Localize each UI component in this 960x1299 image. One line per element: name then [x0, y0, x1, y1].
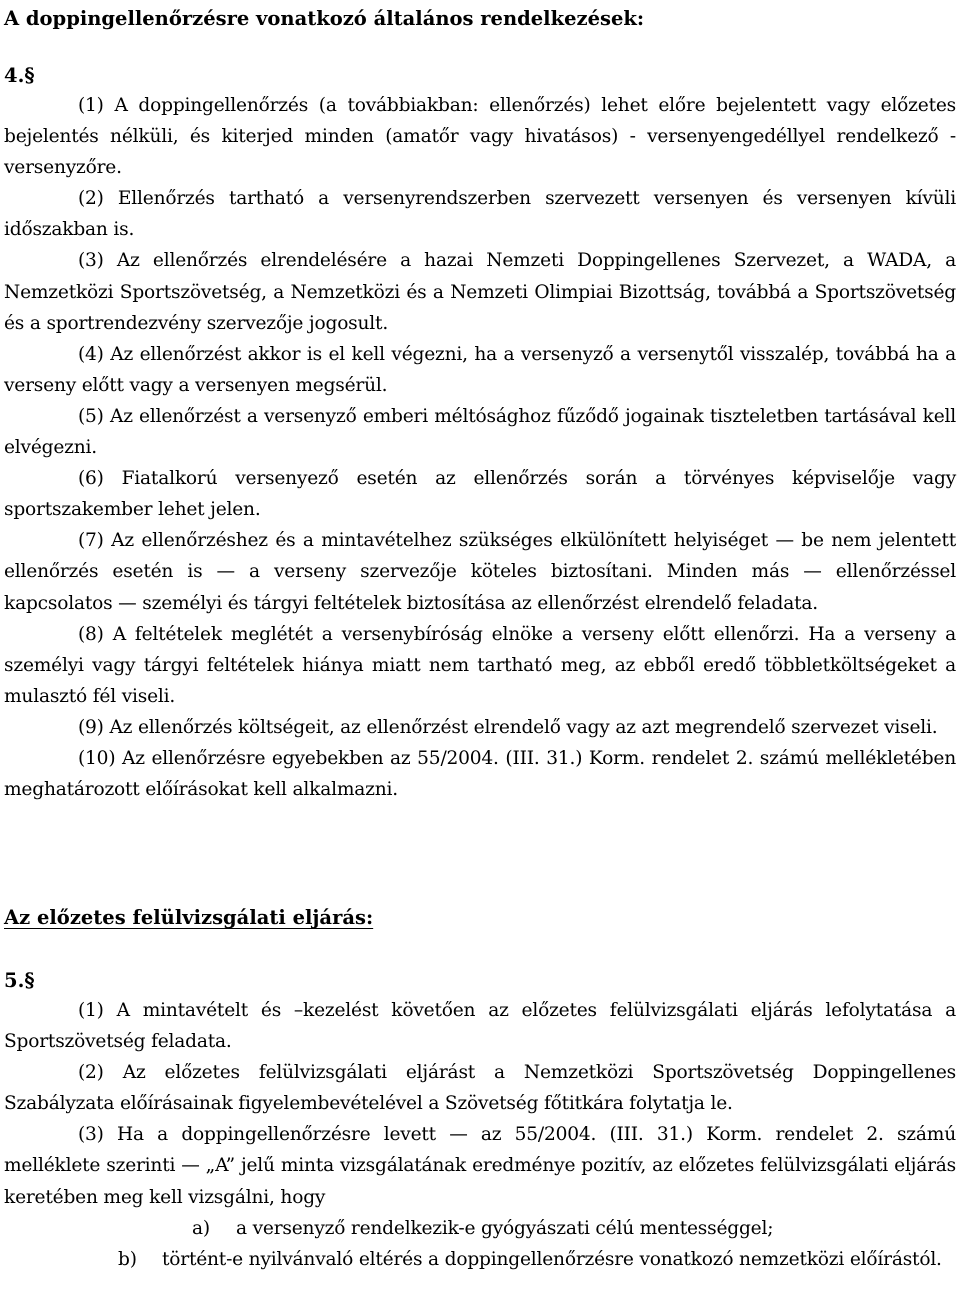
list-item-text: történt-e nyilvánvaló eltérés a doppingellenőrzésre vonatkozó nemzetközi előírástól.: [162, 1248, 942, 1270]
list-marker: a): [192, 1217, 210, 1239]
section-5-paragraph-2: (2) Az előzetes felülvizsgálati eljárást a Nemzetközi Sportszövetség Doppingellenes Szabályzata előírásainak figyelembevételével a Szövetség főtitkára folytatja le.: [4, 1062, 956, 1115]
section-5-paragraph-1: (1) A mintavételt és –kezelést követően az előzetes felülvizsgálati eljárás lefolytatása a Sportszövetség feladata.: [4, 1000, 956, 1053]
list-item: [4, 1244, 956, 1275]
section-5-paragraph-3: (3) Ha a doppingellenőrzésre levett — az 55/2004. (III. 31.) Korm. rendelet 2. számú melléklete szerinti — „A” jelű minta vizsgálatának eredménye pozitív, az előzetes felülvizsgálati eljárás keretében meg kell vizsgálni, hogy: [4, 1124, 956, 1208]
section-4-paragraph-10: (10) Az ellenőrzésre egyebekben az 55/2004. (III. 31.) Korm. rendelet 2. számú mellékletében meghatározott előírásokat kell alkalmazni.: [4, 747, 956, 801]
heading-general-provisions: A doppingellenőrzésre vonatkozó általános rendelkezések:: [4, 7, 645, 30]
section-4-paragraph-2: (2) Ellenőrzés tartható a versenyrendszerben szervezett versenyen és versenyen kívüli időszakban is.: [4, 188, 956, 241]
list-marker: b): [118, 1248, 137, 1270]
list-item-text: a versenyző rendelkezik-e gyógyászati célú mentességgel;: [236, 1217, 774, 1239]
section-4-paragraph-8: (8) A feltételek meglétét a versenybíróság elnöke a verseny előtt ellenőrzi. Ha a verseny a személyi vagy tárgyi feltételek hiánya miatt nem tartható meg, az ebből eredő többletköltségeket a mulasztó fél viseli.: [4, 623, 956, 707]
section-5-criteria-list: [4, 1213, 956, 1275]
section-4-number: 4.§: [4, 64, 35, 87]
section-4-paragraph-9: (9) Az ellenőrzés költségeit, az ellenőrzést elrendelő vagy az azt megrendelő szervezet viseli.: [78, 716, 938, 738]
section-4-paragraph-4: (4) Az ellenőrzést akkor is el kell végezni, ha a versenyző a versenytől visszalép, továbbá ha a verseny előtt vagy a versenyen megsérül.: [4, 343, 956, 396]
section-4-paragraph-7: (7) Az ellenőrzéshez és a mintavételhez szükséges elkülönített helyiséget — be nem jelentett ellenőrzés esetén is — a verseny szervezője köteles biztosítani. Minden más — ellenőrzéssel kapcsolatos — személyi és tárgyi feltételek biztosítása az ellenőrzést elrendelő feladata.: [4, 530, 956, 614]
section-4-paragraph-6: (6) Fiatalkorú versenyező esetén az ellenőrzés során a törvényes képviselője vagy sportszakember lehet jelen.: [4, 468, 956, 521]
section-4-paragraph-1: (1) A doppingellenőrzés (a továbbiakban: ellenőrzés) lehet előre bejelentett vagy előzetes bejelentés nélküli, és kiterjed minden (amatőr vagy hivatásos) - versenyengedéllyel rendelkező - versenyzőre.: [4, 95, 956, 179]
section-4-paragraph-5: (5) Az ellenőrzést a versenyző emberi méltósághoz fűződő jogainak tiszteletben tartásával kell elvégezni.: [4, 405, 956, 459]
section-4-body: [4, 90, 956, 805]
list-item: [4, 1213, 956, 1244]
heading-preliminary-review: Az előzetes felülvizsgálati eljárás:: [4, 906, 374, 929]
section-5-number: 5.§: [4, 969, 35, 992]
section-5-body: [4, 995, 956, 1275]
section-4-paragraph-3: (3) Az ellenőrzés elrendelésére a hazai Nemzeti Doppingellenes Szervezet, a WADA, a Nemzetközi Sportszövetség, a Nemzetközi és a Nemzeti Olimpiai Bizottság, továbbá a Sportszövetség és a sportrendezvény szervezője jogosult.: [4, 250, 956, 334]
